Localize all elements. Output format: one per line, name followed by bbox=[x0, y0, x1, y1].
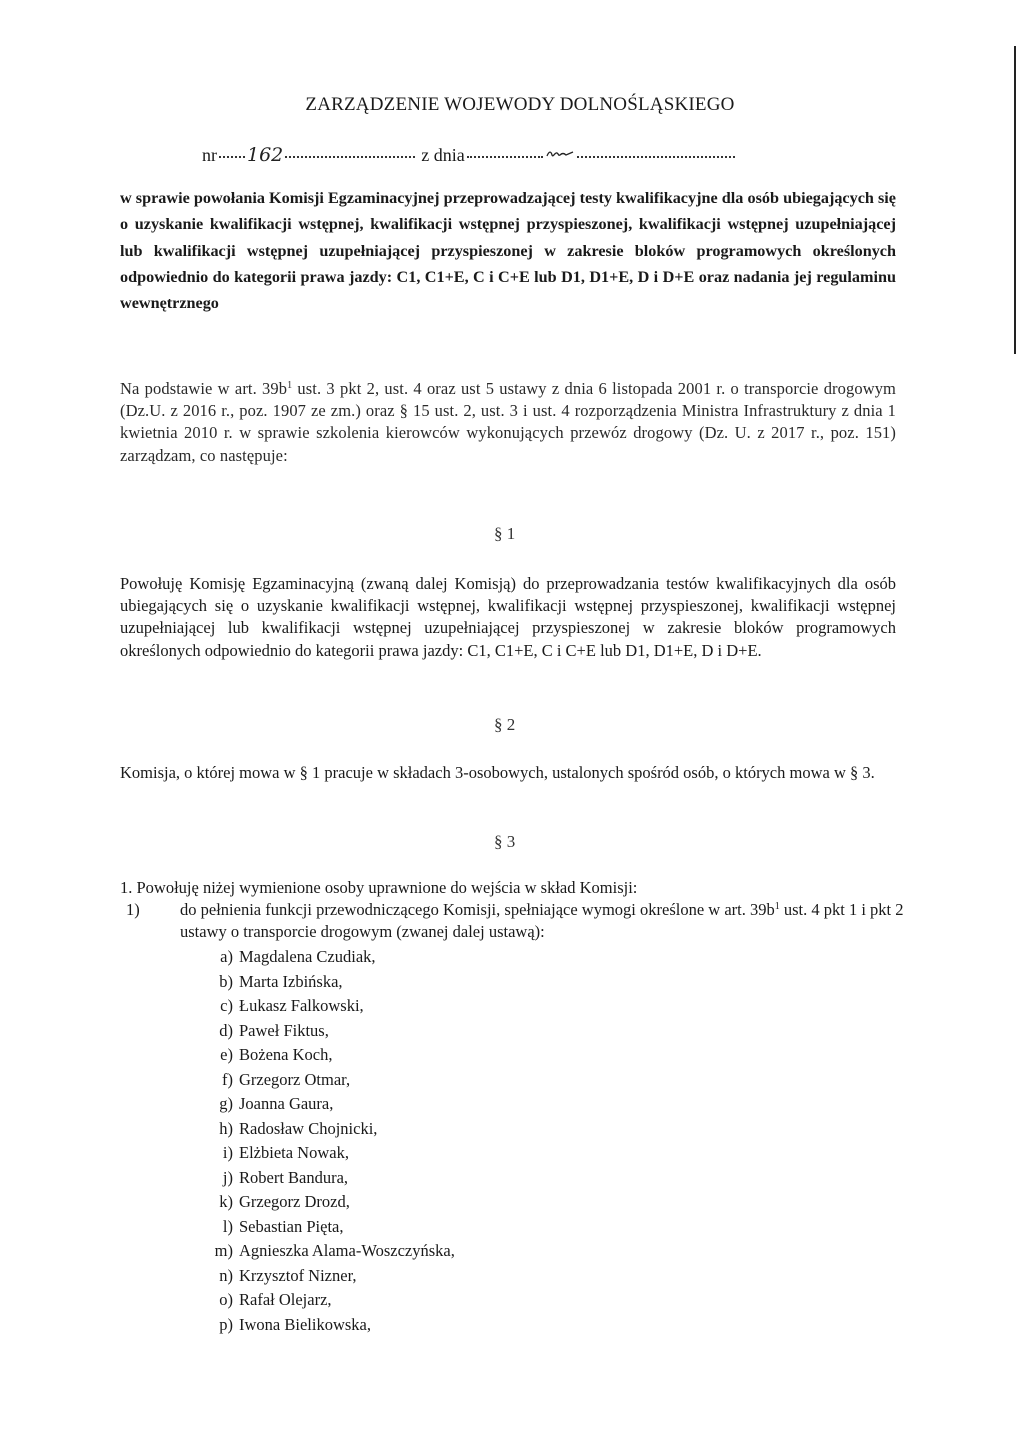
list-item: p) Iwona Bielikowska, bbox=[219, 1314, 371, 1334]
document-subject: w sprawie powołania Komisji Egzaminacyjnej przeprowadzającej testy kwalifikacyjne dla osób ubiegających się o uzyskanie kwalifikacji wstępnej, kwalifikacji wstępnej przyspieszonej, kwalifikacji wstępnej uzupełniającej lub kwalifikacji wstępnej uzupełniającej przyspieszonej w zakresie bloków programowych określonych odpowiednio do kategorii prawa jazdy: C1, C1+E, C i C+E lub D1, D1+E, D i D+E oraz nadania jej regulaminu wewnętrznego bbox=[120, 189, 896, 313]
list-item: n) Krzysztof Nizner, bbox=[219, 1265, 357, 1285]
list-item: l) Sebastian Pięta, bbox=[222, 1216, 344, 1236]
section-3-subpoint-1 bbox=[126, 899, 910, 942]
legal-basis: Na podstawie w art. $39b^1$ ust. 3 pkt 2, ust. 4 oraz ust 5 ustawy z dnia 6 listopada 2001 r. o transporcie drogowym (Dz.U. z 2016 r., poz. 1907 ze zm.) oraz § 15 ust. 2, ust. 3 i ust. 4 rozporządzenia Ministra Infrastruktury z dnia 1 kwietnia 2010 r. w sprawie szkolenia kierowców wykonujących przewóz drogowy (Dz. U. z 2017 r., poz. 151) zarządzam, co następuje: bbox=[120, 379, 896, 465]
list-item: b) Marta Izbińska, bbox=[219, 971, 343, 991]
list-item: o) Rafał Olejarz, bbox=[219, 1290, 332, 1309]
section-2-heading: § 2 bbox=[494, 715, 516, 734]
page-edge-line bbox=[1014, 46, 1016, 354]
list-item: e) Bożena Koch, bbox=[220, 1045, 333, 1064]
date-label: z dnia bbox=[421, 145, 465, 165]
list-item: g) Joanna Gaura, bbox=[219, 1094, 334, 1113]
subpoint-number: 1) bbox=[126, 900, 140, 919]
section-2-text: Komisja, o której mowa w § 1 pracuje w składach 3-osobowych, ustalonych spośród osób, o których mowa w § 3. bbox=[120, 763, 875, 782]
list-item: m) Agnieszka Alama-Woszczyńska, bbox=[214, 1241, 455, 1260]
section-3-heading: § 3 bbox=[494, 832, 516, 851]
list-item: c) Łukasz Falkowski, bbox=[220, 996, 364, 1015]
document-number-line bbox=[202, 144, 812, 166]
document-title: ZARZĄDZENIE WOJEWODY DOLNOŚLĄSKIEGO bbox=[305, 94, 735, 115]
nr-handwritten-value: 162 bbox=[247, 144, 284, 166]
list-item: f) Grzegorz Otmar, bbox=[222, 1069, 351, 1089]
list-item: d) Paweł Fiktus, bbox=[219, 1020, 329, 1040]
list-item: j) Robert Bandura, bbox=[222, 1167, 349, 1187]
nr-label: nr bbox=[202, 145, 217, 165]
chairperson-list bbox=[188, 945, 455, 1337]
list-item: h) Radosław Chojnicki, bbox=[219, 1118, 378, 1138]
list-item: a) Magdalena Czudiak, bbox=[220, 947, 376, 966]
section-1-heading: § 1 bbox=[494, 524, 516, 543]
section-3-point-1: 1. Powołuję niżej wymienione osoby uprawnione do wejścia w skład Komisji: bbox=[120, 878, 638, 897]
list-item: k) Grzegorz Drozd, bbox=[219, 1192, 350, 1211]
date-handwritten-mark bbox=[545, 143, 575, 157]
section-1-text: Powołuję Komisję Egzaminacyjną (zwaną dalej Komisją) do przeprowadzania testów kwalifikacyjnych dla osób ubiegających się o uzyskanie kwalifikacji wstępnej, kwalifikacji wstępnej przyspieszonej, kwalifikacji wstępnej uzupełniającej lub kwalifikacji wstępnej uzupełniającej przyspieszonej w zakresie bloków programowych określonych odpowiednio do kategorii prawa jazdy: C1, C1+E, C i C+E lub D1, D1+E, D i D+E. bbox=[120, 574, 896, 660]
subpoint-text: do pełnienia funkcji przewodniczącego Komisji, spełniające wymogi określone w art. $39b^1$ ust. 4 pkt 1 i pkt 2 ustawy o transporcie drogowym (zwanej dalej ustawą): bbox=[180, 900, 904, 941]
list-item: i) Elżbieta Nowak, bbox=[222, 1143, 349, 1162]
